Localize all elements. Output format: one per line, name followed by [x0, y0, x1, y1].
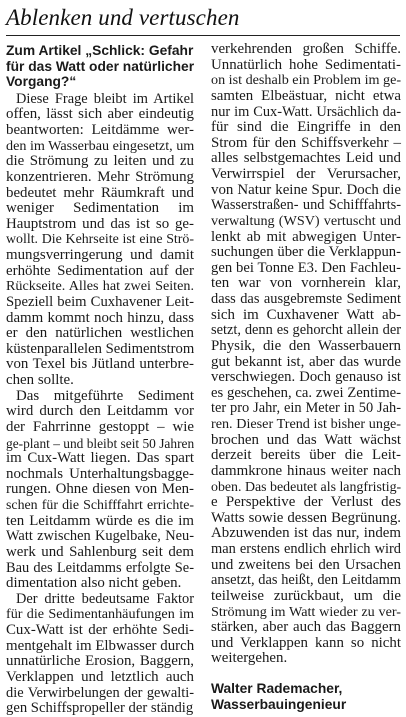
text-line: Strom für den Schiffsverkehr –: [211, 134, 401, 151]
text-line: im Cux-Watt liegen. Das spart: [6, 450, 194, 467]
text-line: wird durch den Leitdamm vor: [6, 403, 194, 420]
text-line: setzt, denn es gehorcht allein der: [211, 322, 401, 339]
text-line: und Verklappen kann so nicht: [211, 634, 401, 651]
text-line: stärken, aber auch das Baggern: [211, 619, 401, 636]
headline: Ablenken und vertuschen: [6, 5, 240, 30]
text-line: Hauptstrom und das ist so ge-: [6, 215, 194, 232]
text-line: Das mitgeführte Sediment: [16, 387, 194, 404]
text-line: oben. Das bedeutet als langfristig-: [211, 479, 402, 495]
text-line: Verwirrspiel der Verursacher,: [211, 166, 401, 182]
text-line: offen, lässt sich aber eindeutig: [6, 106, 194, 123]
paragraph: [6, 92, 194, 389]
paragraph: [6, 389, 194, 592]
text-line: wollt. Die Kehrseite ist eine Strö-: [6, 232, 194, 248]
text-line: unnatürliche Erosion, Baggern,: [6, 653, 194, 670]
text-line: ge-plant – und bleibt seit 50 Jahren: [6, 435, 195, 451]
right-body: [211, 42, 401, 667]
text-line: on ist deshalb ein Problem im ge-: [211, 72, 402, 89]
text-line: von Texel bis Jütland unterbre-: [6, 356, 194, 373]
text-line: ter pro Jahr, ein Meter in 50 Jah-: [211, 400, 401, 417]
text-line: lenkt ab mit abwegigen Unter-: [211, 228, 401, 245]
text-line: Watts sowie dessen Begrünung.: [211, 509, 401, 526]
text-line: verschwiegen. Doch genauso ist: [211, 369, 401, 386]
text-line: der Fahrrinne gestoppt – wie: [6, 418, 194, 435]
text-line: dass das ausgebremste Sediment: [211, 291, 401, 307]
text-line: schen für die Schifffahrt errichte-: [6, 498, 194, 514]
text-line: nochmals Unterhaltungsbagge-: [6, 465, 194, 482]
text-line: mungsverringerung und damit: [6, 247, 194, 264]
text-line: rungen. Ohne diesen von Men-: [6, 481, 194, 498]
left-body: [6, 92, 194, 717]
text-line: Strömung im Watt wieder zu ver-: [211, 603, 401, 620]
signature-title: Wasserbauingenieur: [211, 697, 347, 712]
text-line: Physik, die den Wasserbauern: [211, 337, 401, 354]
text-line: beantworten: Leitdämme wer-: [6, 122, 194, 139]
reference-line: Zum Artikel „Schlick: Gefahr: [6, 43, 194, 58]
text-line: derzeit bereits über die Leit-: [211, 447, 401, 464]
text-line: ren. Dieser Trend ist bisher unge-: [211, 416, 401, 432]
text-line: samten Elbeästuar, nicht etwa: [211, 87, 401, 104]
signature: [211, 681, 401, 713]
paragraph: [6, 592, 194, 717]
text-line: Abzuwenden ist das nur, indem: [211, 525, 401, 542]
text-line: für die Sedimentanhäufungen im: [6, 606, 194, 623]
paragraph: [211, 42, 401, 667]
text-line: gut bekannt ist, aber das wurde: [211, 353, 401, 370]
text-line: weitergehen.: [211, 650, 288, 667]
text-line: man erstens endlich ehrlich wird: [211, 541, 401, 557]
text-line: ten Leitdamm würde es die im: [6, 512, 194, 529]
text-line: verwaltung (WSV) vertuscht und: [211, 212, 401, 229]
text-line: Unnatürlich hohe Sedimentati-: [211, 56, 401, 73]
text-line: und zweitens bei den Ursachen: [211, 556, 401, 573]
text-line: alles selbstgemachtes Leid und: [211, 150, 401, 167]
text-line: Bau des Leitdamms erfolgte Se-: [6, 559, 194, 576]
text-line: es geschehen, ca. zwei Zentime-: [211, 384, 401, 401]
text-line: teilweise zurückbaut, um die: [211, 587, 401, 604]
text-line: suchungen über die Verklappun-: [211, 244, 401, 261]
text-line: ansetzt, das heißt, den Leitdamm: [211, 572, 401, 589]
text-line: für sind die Eingriffe in den: [211, 119, 401, 136]
text-line: Diese Frage bleibt im Artikel: [16, 90, 194, 107]
text-line: erhöhte Sedimentation auf der: [6, 262, 194, 279]
text-line: nur im Cux-Watt. Ursächlich da-: [211, 103, 401, 120]
text-line: dimentation also nicht geben.: [6, 575, 182, 592]
headline-rule: [6, 35, 400, 36]
text-line: chen sollte.: [6, 372, 74, 389]
text-line: gen bei Tonne E3. Den Fachleu-: [211, 259, 401, 276]
text-line: damm kommt noch hinzu, dass: [6, 309, 194, 326]
text-line: mentgehalt im Elbwasser durch: [6, 637, 195, 654]
article-reference: [6, 43, 194, 90]
text-line: ten war von vornherein klar,: [211, 275, 401, 292]
text-line: e Perspektive der Verlust des: [211, 494, 401, 511]
text-line: Wasserstraßen- und Schifffahrts-: [211, 197, 401, 214]
text-line: die Verwirbelungen der gewalti-: [6, 684, 194, 701]
text-line: weniger Sedimentation im: [6, 200, 194, 217]
text-line: Cux-Watt ist der erhöhte Sedi-: [6, 622, 194, 639]
right-column: [211, 42, 401, 713]
reference-line: für das Watt oder natürlicher: [6, 58, 195, 74]
text-line: Rückseite. Alles hat zwei Seiten.: [6, 278, 194, 295]
signature-name: Walter Rademacher,: [211, 681, 343, 696]
text-line: den im Wasserbau eingesetzt, um: [6, 137, 195, 154]
text-line: Watt zwischen Kugelbake, Neu-: [6, 528, 194, 545]
left-column: [6, 43, 194, 717]
text-line: gen Schiffspropeller der ständig: [6, 700, 194, 717]
text-line: von Natur keine Spur. Doch die: [211, 181, 401, 198]
text-line: die Strömung zu leiten und zu: [6, 153, 194, 170]
text-line: werk und Sahlenburg seit dem: [6, 543, 194, 560]
reference-line: Vorgang?“: [6, 74, 77, 90]
text-line: Speziell beim Cuxhavener Leit-: [6, 293, 194, 310]
text-line: brochen und das Watt wächst: [211, 431, 401, 448]
text-line: sich im Cuxhavener Watt ab-: [211, 306, 401, 323]
text-line: verkehrenden großen Schiffe.: [211, 41, 401, 57]
text-line: Der dritte bedeutsame Faktor: [16, 590, 194, 607]
text-line: bedeutet mehr Räumkraft und: [6, 184, 194, 201]
text-line: Verklappen und letztlich auch: [6, 668, 194, 685]
text-line: dammkrone hinaus weiter nach: [211, 462, 401, 479]
text-line: konzentrieren. Mehr Strömung: [6, 168, 194, 185]
text-line: küstenparallelen Sedimentstrom: [6, 340, 195, 357]
text-line: er den natürlichen westlichen: [6, 325, 194, 342]
